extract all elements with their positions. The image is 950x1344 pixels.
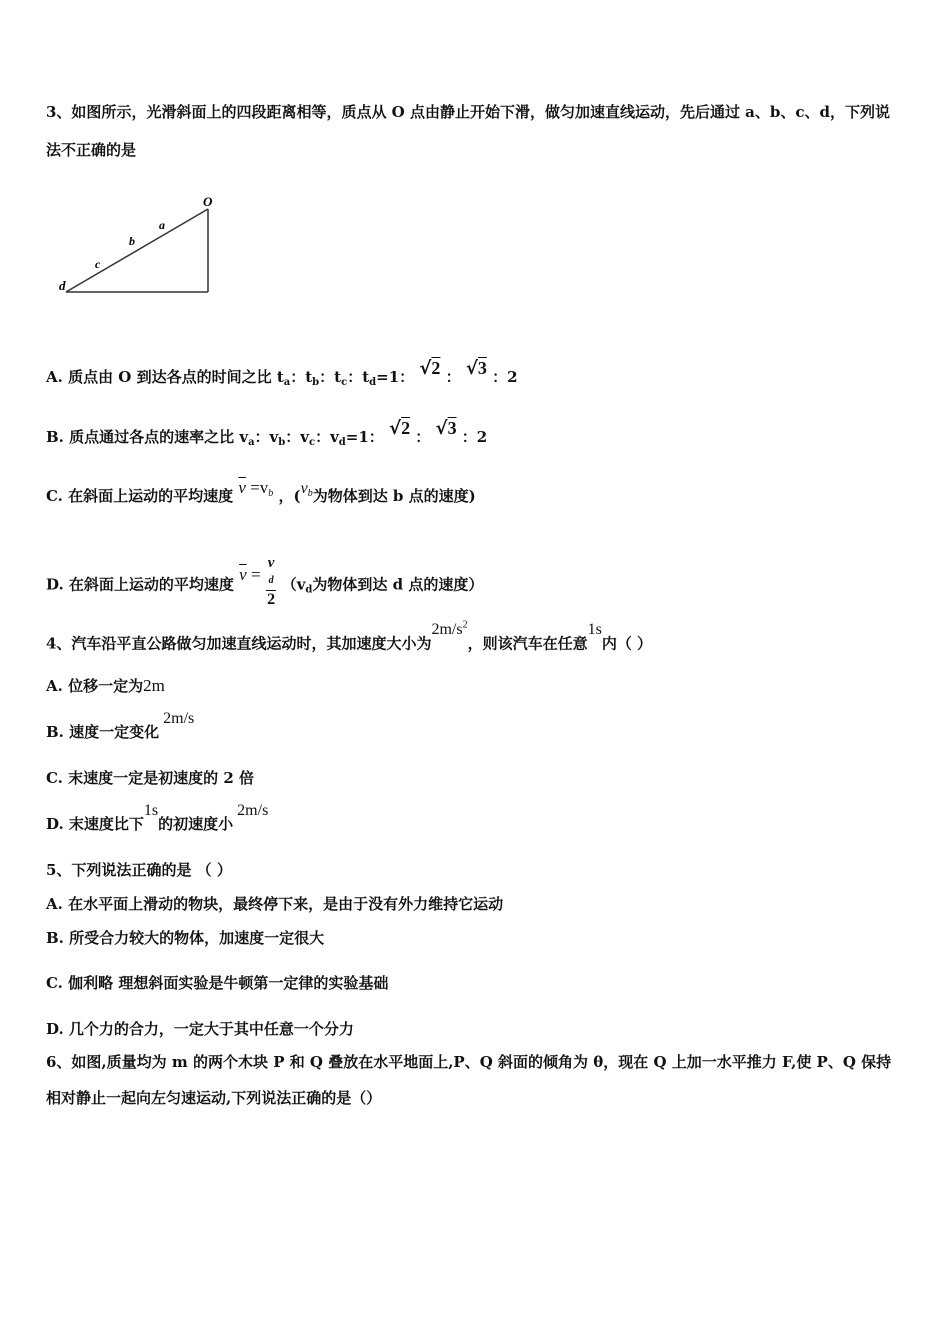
label-b: b: [129, 234, 135, 248]
q4-option-c: C. 末速度一定是初速度的 2 倍: [46, 769, 255, 787]
q3-option-d: D. 在斜面上运动的平均速度 $\overline{v}$ = v d 2 （$v_d$为物体到达 d 点的速度）: [46, 555, 484, 608]
q3-stem-line1: 3、如图所示，光滑斜面上的四段距离相等，质点从 O 点由静止开始下滑，做匀加速直线运动，先后通过 a、b、c、d，下列说: [46, 103, 891, 121]
q5-stem: 5、下列说法正确的是 （ ）: [46, 861, 232, 879]
q5-option-c: C. 伽利略 理想斜面实验是牛顿第一定律的实验基础: [46, 974, 389, 992]
q4-option-b: B. 速度一定变化2m/s: [46, 710, 195, 741]
q3-option-a: A. 质点由 O 到达各点的时间之比 $t_a$：$t_b$：$t_c$：$t_d=1$： √2 ： √3 ：2: [46, 358, 518, 388]
incline-figure: [56, 192, 226, 302]
q6-stem-line1: 6、如图,质量均为 m 的两个木块 P 和 Q 叠放在水平地面上,P、Q 斜面的倾角为 θ，现在 Q 上加一水平推力 F,使 P、Q 保持: [46, 1053, 892, 1071]
q3-option-b: B. 质点通过各点的速率之比 $v_a$：$v_b$：$v_c$：$v_d=1$： √2 ： √3 ：2: [46, 418, 488, 448]
q6-stem-line2: 相对静止一起向左匀速运动,下列说法正确的是（）: [46, 1089, 382, 1107]
label-a: a: [159, 218, 165, 232]
q5-option-b: B. 所受合力较大的物体，加速度一定很大: [46, 929, 325, 947]
q4-option-a: A. 位移一定为2m: [46, 676, 165, 695]
q3-option-c: C. 在斜面上运动的平均速度 $\overline{v} =v_b$ ，($v_b$为物体到达 b 点的速度): [46, 478, 476, 505]
fraction-vd-over-2: v d 2: [267, 555, 276, 608]
incline-slope: [66, 209, 208, 292]
q4-option-d: D. 末速度比下1s的初速度小2m/s: [46, 802, 269, 833]
q3-stem-line2: 法不正确的是: [46, 141, 137, 159]
label-d: d: [59, 278, 66, 293]
sqrt-3: √3: [465, 358, 487, 379]
label-c: c: [95, 257, 101, 271]
sqrt-2: √2: [389, 418, 411, 439]
q5-option-a: A. 在水平面上滑动的物块，最终停下来，是由于没有外力维持它运动: [46, 895, 504, 913]
sqrt-3: √3: [435, 418, 457, 439]
sqrt-2: √2: [419, 358, 441, 379]
label-O: O: [203, 194, 213, 209]
q5-option-d: D. 几个力的合力，一定大于其中任意一个分力: [46, 1020, 354, 1038]
q4-stem: 4、汽车沿平直公路做匀加速直线运动时，其加速度大小为$2m/s^2$，则该汽车在任意1s内（ ）: [46, 620, 653, 653]
